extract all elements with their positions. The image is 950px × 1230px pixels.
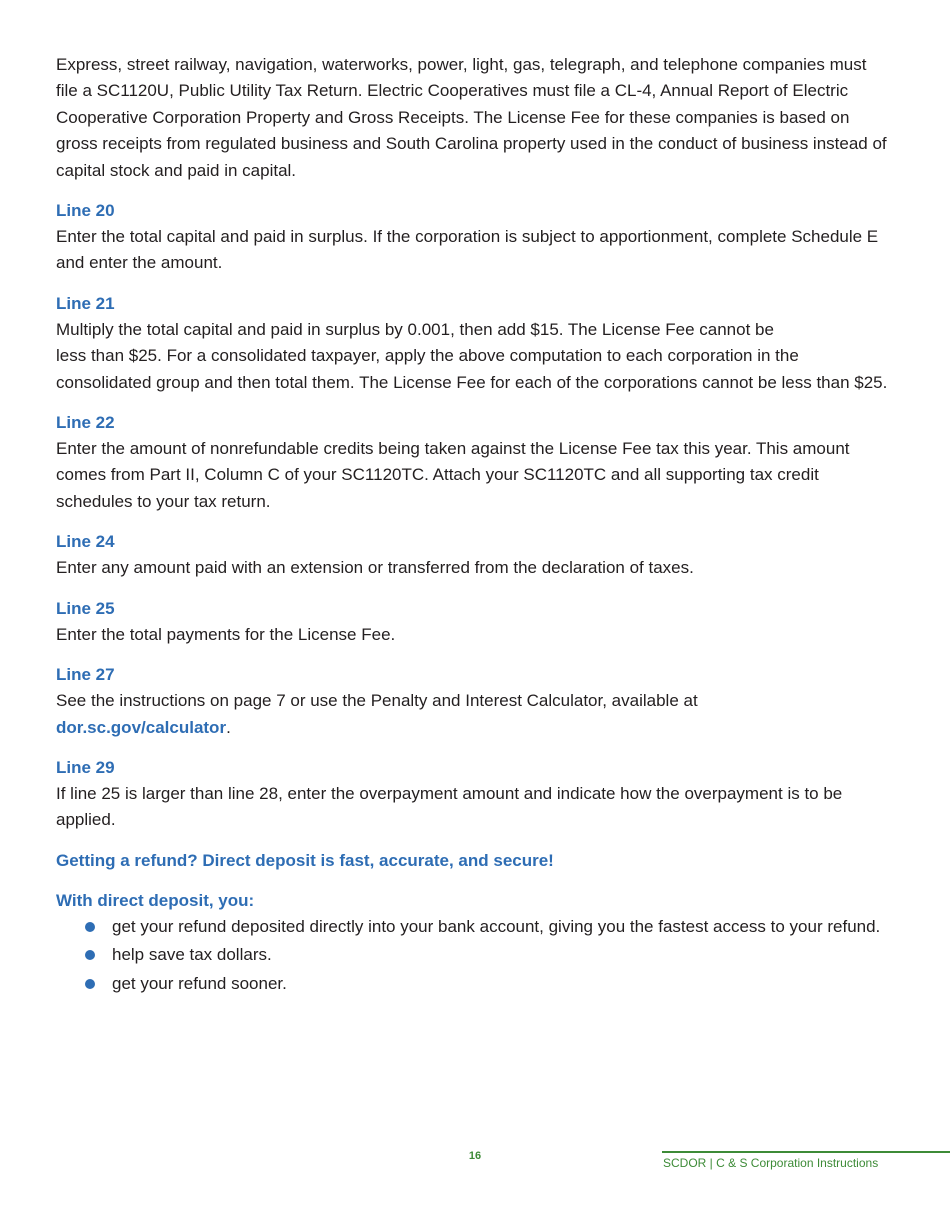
bullet-dot-icon: [85, 950, 95, 960]
section-text: If line 25 is larger than line 28, enter the overpayment amount and indicate how the overpayment is to be applied.: [56, 783, 843, 830]
section-line-24: [56, 529, 890, 581]
bullet-dot-icon: [85, 922, 95, 932]
list-item-text: get your refund deposited directly into your bank account, giving you the fastest access to your refund.: [112, 916, 881, 936]
section-line-29: [56, 755, 890, 834]
direct-deposit-benefits-list: [56, 914, 890, 997]
section-line-22: [56, 410, 890, 515]
section-line-21: [56, 291, 890, 396]
section-text-rest: less than $25. For a consolidated taxpayer, apply the above computation to each corporation in the consolidated group and then total them. The License Fee for each of the corporations cannot be less than $25.: [56, 346, 888, 392]
bullet-dot-icon: [85, 979, 95, 989]
footer-document-title: SCDOR | C & S Corporation Instructions: [663, 1156, 879, 1170]
section-heading: Line 29: [56, 757, 115, 777]
section-line-20: [56, 198, 890, 277]
section-text-line1: Multiply the total capital and paid in surplus by 0.001, then add $15. The License Fee cannot be: [56, 319, 774, 339]
section-text: Enter any amount paid with an extension or transferred from the declaration of taxes.: [56, 558, 694, 578]
section-heading: Line 22: [56, 413, 115, 433]
section-heading: Line 20: [56, 201, 115, 221]
section-text-before-link: See the instructions on page 7 or use the Penalty and Interest Calculator, available at: [56, 691, 698, 711]
direct-deposit-headline: Getting a refund? Direct deposit is fast, accurate, and secure!: [56, 850, 554, 870]
section-text: [56, 688, 890, 741]
list-item-text: help save tax dollars.: [112, 945, 272, 965]
section-line-27: [56, 662, 890, 741]
section-text: Enter the amount of nonrefundable credits being taken against the License Fee tax this year. This amount comes from Part II, Column C of your SC1120TC. Attach your SC1120TC and all supporting tax credit schedules to your tax return.: [56, 439, 850, 511]
list-item: [56, 942, 890, 968]
list-item-text: get your refund sooner.: [112, 973, 287, 993]
section-text: [56, 317, 890, 396]
section-line-25: [56, 596, 890, 648]
section-text-after-link: .: [226, 717, 231, 737]
section-heading: Line 21: [56, 293, 115, 313]
section-text: Enter the total payments for the License Fee.: [56, 624, 396, 644]
list-item: [56, 914, 890, 940]
section-heading: Line 25: [56, 598, 115, 618]
calculator-link[interactable]: dor.sc.gov/calculator: [56, 717, 227, 737]
section-heading: Line 24: [56, 532, 115, 552]
footer-divider: [662, 1151, 950, 1153]
page-number: 16: [468, 1150, 482, 1162]
direct-deposit-subheading: With direct deposit, you:: [56, 890, 255, 910]
intro-paragraph: Express, street railway, navigation, waterworks, power, light, gas, telegraph, and telephone companies must file a SC1120U, Public Utility Tax Return. Electric Cooperatives must file a CL-4, Annual Report of Electric Cooperative Corporation Property and Gross Receipts. The License Fee for these companies is based on gross receipts from regulated business and South Carolina property used in the conduct of business instead of capital stock and paid in capital.: [56, 55, 887, 180]
page-content: [56, 52, 890, 999]
list-item: [56, 971, 890, 997]
section-heading: Line 27: [56, 665, 115, 685]
section-text: Enter the total capital and paid in surplus. If the corporation is subject to apportionment, complete Schedule E and enter the amount.: [56, 227, 879, 273]
